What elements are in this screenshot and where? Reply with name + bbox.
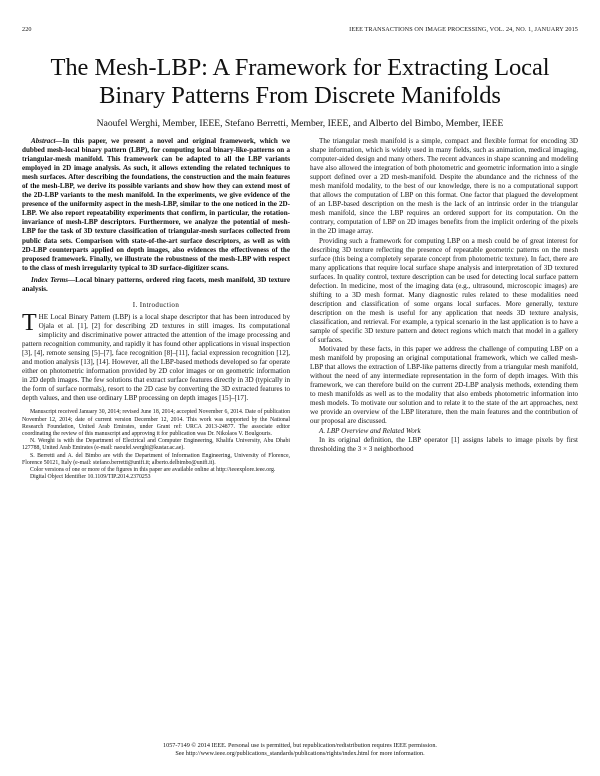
body-paragraph-1: The triangular mesh manifold is a simple, compact and flexible format for encoding 3D shape information, which is widely used in many fields, such as animation, medical imaging, computer-aided design and many others. The recent advances in shape scanning and modeling have also allowed the integration of both photometric and geometric information into a single support defined over a 2D mesh-manifold. Despite the abundance and the richness of the mesh manifold modality, to the best of our knowledge, there is no a computational support that allows the computation of LBP on this format. One factor that plagued the development of an LBP-based description on the mesh is the lack of an intrinsic order in the triangular mesh manifold, since the LBP requires an ordered support for its computation. On the contrary, computation of LBP on 2D images benefits from the implicit ordering of the pixels in the 2D image array. [310,137,578,236]
journal-name: IEEE TRANSACTIONS ON IMAGE PROCESSING, VOL. 24, NO. 1, JANUARY 2015 [349,26,578,33]
body-paragraph-3: Motivated by these facts, in this paper we address the challenge of computing LBP on a mesh manifold by proposing an original computational framework, which we called mesh-LBP that allows the extraction of LBP-like patterns directly from a triangular mesh manifold, without the need of any intermediate representation in the form of depth images. With this framework, we can therefore build on the current 2D-LBP analysis methods, extending them to mesh manifolds as well as to the modality that also embeds photometric information into mesh models. To motivate our solution and to relate it to the state of the art approaches, next we provide an overview of the LBP literature, then the main features and the contribution of our proposal are discussed. [310,345,578,426]
intro-paragraph [22,309,290,403]
author-list: Naoufel Werghi, Member, IEEE, Stefano Berretti, Member, IEEE, and Alberto del Bimbo, Member, IEEE [96,118,504,129]
footnote-author-werghi: N. Werghi is with the Department of Electrical and Computer Engineering, Khalifa University, Abu Dhabi 127788, United Arab Emirates (e-mail: naoufel.werghi@kustar.ac.ae). [22,438,290,452]
intro-text: HE Local Binary Pattern (LBP) is a local shape descriptor that has been introduced by Ojala et al. [1], [2] for describing 2D textures in still images. Its computational simplicity and discriminative power attracted the attention of the image processing and pattern recognition community, and rapidly it has found other applications in visual inspection [3], [4], remote sensing [5]–[7], face recognition [8]–[11], facial expression recognition [12], and motion analysis [13], [14]. However, all the LBP-based methods developed so far operate either on photometric information provided by 2D color images or on geometric information in 2D depth images. The few solutions that extract surface features directly in 3D (typically in the form of surface normals), resort to the 2D case by converting the 3D extracted features to depth values, and then use ordinary LBP processing on depth images [15]–[17]. [22,312,290,403]
abstract-text: In this paper, we present a novel and original framework, which we dubbed mesh-local binary pattern (LBP), for computing local binary-like-patterns on a triangular-mesh manifold. This framework can be adapted to all the LBP variants employed in 2D image analysis. As such, it allows extending the related techniques to mesh surfaces. After describing the foundations, the construction and the main features of the mesh-LBP, we derive its possible variants and show how they can extend most of the 2D-LBP variants to the mesh manifold. In the experiments, we give evidence of the presence of the uniformity aspect in the mesh-LBP, similar to the one noticed in the 2D-LBP. We also report repeatability experiments that confirm, in particular, the rotation-invariance of mesh-LBP descriptors. Furthermore, we analyze the potential of mesh-LBP for the task of 3D texture classification of triangular-mesh surfaces collected from public data sets. Comparison with state-of-the-art surface descriptors, as well as with 2D-LBP counterparts applied on depth images, also evidences the effectiveness of the proposed framework. Finally, we illustrate the robustness of the mesh-LBP with respect to the class of mesh irregularity typical to 3D surface-digitizer scans. [22,137,290,272]
title-line-1: The Mesh-LBP: A Framework for Extracting Local [50,54,550,81]
footnote-doi: Digital Object Identifier 10.1109/TIP.2014.2370253 [30,474,151,481]
copyright-line-1: 1057-7149 © 2014 IEEE. Personal use is permitted, but republication/redistribution requires IEEE permission. [163,742,437,749]
footnote-author-berretti: S. Berretti and A. del Bimbo are with the Department of Information Engineering, University of Florence, Florence 50121, Italy (e-mail: stefano.berretti@unifi.it; alberto.delbimbo@unifi.it). [22,452,290,466]
page-number: 220 [22,26,32,33]
right-column [310,137,578,454]
index-terms-text: Local binary patterns, ordered ring facets, mesh manifold, 3D texture analysis. [22,275,291,293]
subsection-heading: A. LBP Overview and Related Work [319,426,421,435]
copyright-line-2: See http://www.ieee.org/publications_standards/publications/rights/index.html for more information. [175,750,425,757]
paper-title [20,54,580,110]
index-terms-label: Index Terms— [31,275,76,284]
body-paragraph-4: In its original definition, the LBP operator [1] assigns labels to image pixels by first thresholding the 3 × 3 neighborhood [310,435,578,453]
footnote-color-versions: Color versions of one or more of the figures in this paper are available online at http://ieeexplore.ieee.org. [30,466,276,473]
drop-cap: T [22,309,37,336]
footnotes [22,409,290,481]
left-column [22,137,290,481]
copyright-notice [20,742,580,758]
footnote-manuscript: Manuscript received January 30, 2014; revised June 18, 2014; accepted November 6, 2014. Date of publication November 12, 2014; date of current version December 12, 2014. This work was supported by the National Research Foundation, United Arab Emirates, under Grant ref: URCA 2013-24877. The associate editor coordinating the review of this manuscript and approving it for publication was Dr. Nikolaos V. Boulgouris. [22,409,290,437]
index-terms [22,276,290,294]
section-heading-introduction: I. Introduction [132,300,180,309]
title-line-2: Binary Patterns From Discrete Manifolds [99,82,501,109]
body-paragraph-2: Providing such a framework for computing LBP on a mesh could be of great interest for describing 3D texture reflecting the presence of repeatable geometric patterns on the mesh surface (this being a completely separate concept from photometric texture). In fact, there are many applications that require local surface shape analysis and interpretation of 3D textured surfaces. In quality control, texture description can be used for detecting local surface pattern defection. In medicine, most of the imaging data (e.g., ultrasound, microscopic images) are shifting to a 3D mesh format. Many diagnostic rules related to these modalities need description and classification of some organs local surfaces. More generally, texture description on the mesh is useful for any application that needs 3D texture analysis, classification, and retrieval. For example, a typical scenario in the last application is to have a sample of specific 3D texture pattern and detect regions which match that model in a gallery of surfaces. [310,236,578,345]
abstract [22,137,290,273]
running-header [22,26,578,36]
abstract-label: Abstract— [31,137,63,145]
